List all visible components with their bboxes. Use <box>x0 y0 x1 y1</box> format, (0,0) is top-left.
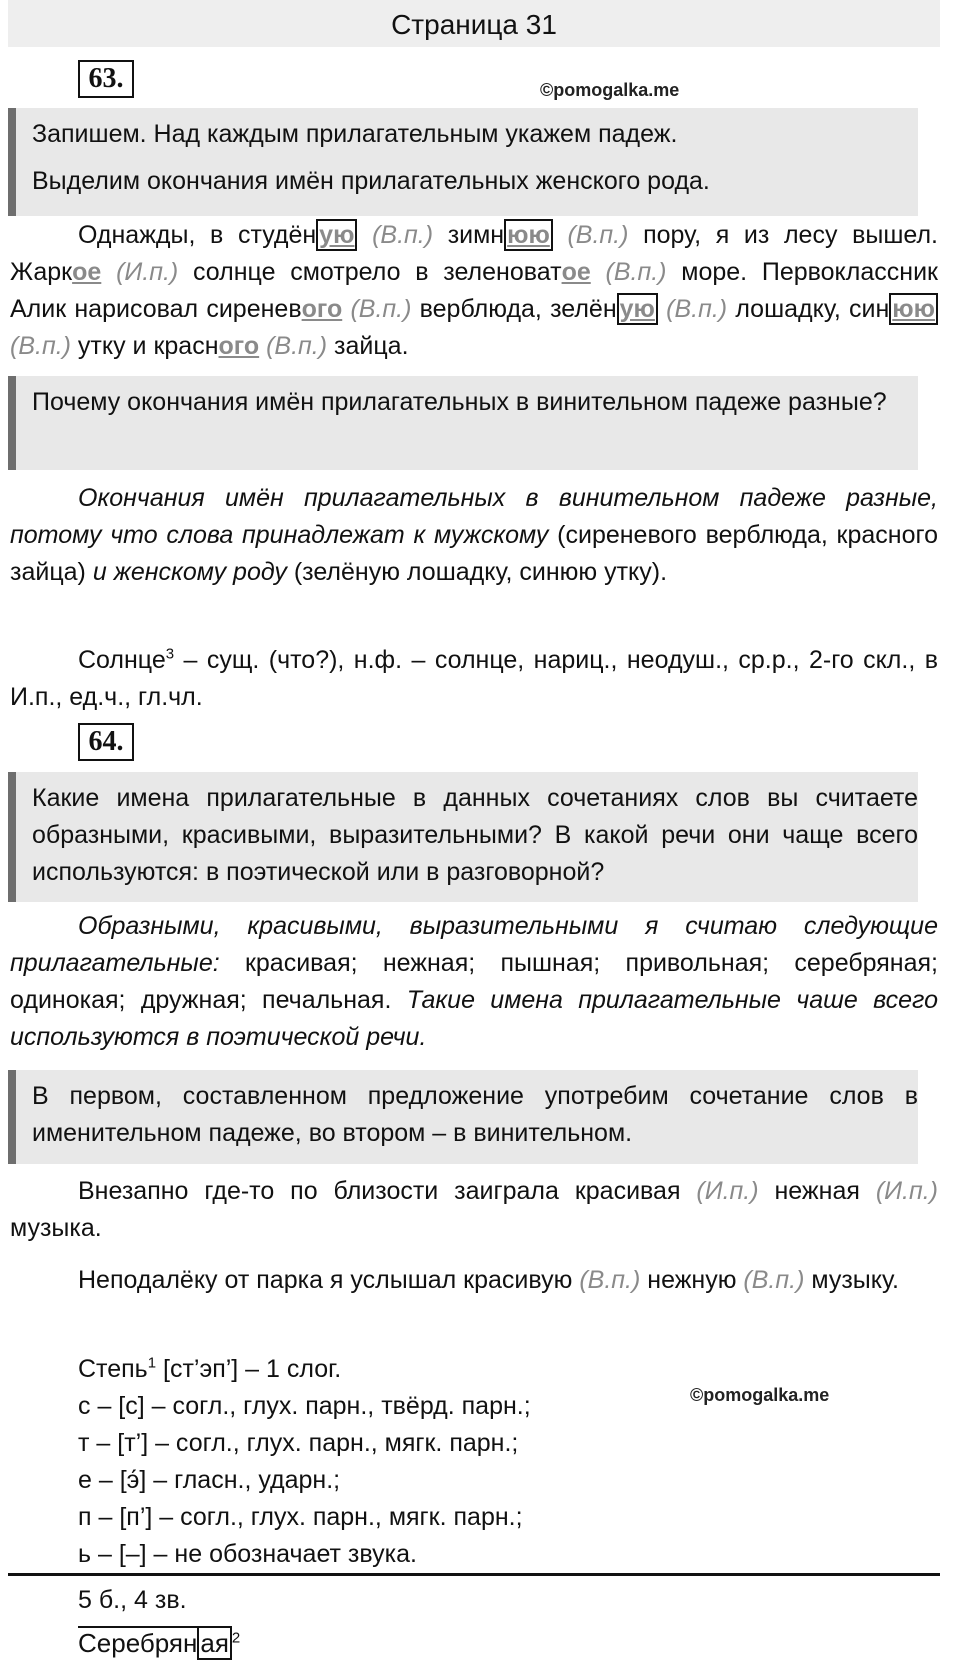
question-box-63 <box>8 376 918 470</box>
ending-highlight: ого <box>301 295 343 323</box>
text-span: Неподалёку от парка я услышал красивую <box>78 1266 580 1294</box>
case-label: (В.п.) <box>372 221 434 249</box>
morpheme-analysis <box>78 1624 240 1662</box>
ending-highlight: ую <box>617 293 658 325</box>
phonetic-total: 5 б., 4 зв. <box>78 1586 187 1614</box>
text-span: солнце смотрело в зеленоват <box>178 258 562 286</box>
case-label: (И.п.) <box>696 1177 759 1205</box>
sentence-2 <box>10 1262 938 1299</box>
answer-plain: красивая; нежная; пышная; привольная; серебряная; одинокая; дружная; печальная. <box>10 949 938 1014</box>
phonetic-head <box>78 1351 531 1388</box>
phonetic-line: с – [с] – согл., глух. парн., твёрд. парн.; <box>78 1392 531 1420</box>
case-label: (В.п.) <box>579 1266 641 1294</box>
text-span: музыку. <box>804 1266 899 1294</box>
text-span: Внезапно где-то по близости заиграла красивая <box>78 1177 697 1205</box>
parse-word: Солнце <box>78 646 166 674</box>
text-span: пору, я из лесу вышел. Жарк <box>10 221 938 286</box>
text-span: зимн <box>433 221 505 249</box>
parse-text: – сущ. (что?), н.ф. – солнце, нариц., неодуш., ср.р., 2-го скл., в И.п., ед.ч., гл.чл. <box>10 646 938 711</box>
divider <box>8 1573 940 1576</box>
question-text: Почему окончания имён прилагательных в винительном падеже разные? <box>32 388 887 416</box>
phonetic-line: т – [т’] – согл., глух. парн., мягк. парн.; <box>78 1429 519 1457</box>
morph-sup: 2 <box>231 1629 241 1647</box>
ending-highlight: ую <box>316 219 357 251</box>
text-span: утку и красн <box>70 332 219 360</box>
text-span: музыка. <box>10 1214 102 1242</box>
text-span: море. Первоклассник Алик нарисовал сиренев <box>10 258 938 323</box>
page-title: Страница 31 <box>8 0 940 47</box>
ending-highlight: ое <box>561 258 591 286</box>
phonetic-line: п – [п’] – согл., глух. парн., мягк. парн.; <box>78 1503 523 1531</box>
case-label: (В.п.) <box>605 258 667 286</box>
task-text: В первом, составленном предложение употребим сочетание слов в именительном падеже, во втором – в винительном. <box>32 1082 918 1147</box>
task-line: Выделим окончания имён прилагательных женского рода. <box>32 167 710 195</box>
task-text: Какие имена прилагательные в данных сочетаниях слов вы считаете образными, красивыми, выразительными? В какой речи они чаще всего используются: в поэтической или в разговорной? <box>32 784 918 886</box>
answer-italic: Такие имена прилагательные чаше всего используются в поэтической речи. <box>10 986 938 1051</box>
word-ending: ая <box>197 1626 232 1660</box>
text-span: нежную <box>640 1266 744 1294</box>
text-span: верблюда, зелён <box>411 295 617 323</box>
text-span: лошадку, син <box>727 295 890 323</box>
watermark: ©pomogalka.me <box>690 1385 830 1405</box>
ending-highlight: ое <box>72 258 102 286</box>
task-box-64b <box>8 1070 918 1164</box>
parse-sup: 3 <box>165 645 175 663</box>
ending-highlight: юю <box>504 219 553 251</box>
ending-highlight: юю <box>889 293 938 325</box>
phonetic-word: Степь <box>78 1355 148 1383</box>
answer-plain: (зелёную лошадку, синюю утку). <box>286 558 668 586</box>
case-label: (В.п.) <box>743 1266 805 1294</box>
phonetic-analysis <box>78 1351 531 1573</box>
word-stem: Серебрян <box>78 1628 198 1658</box>
text-span: зайца. <box>327 332 409 360</box>
case-label: (И.п.) <box>875 1177 938 1205</box>
word-parse-63 <box>10 642 938 716</box>
sentence-1 <box>10 1173 938 1247</box>
ending-highlight: ого <box>218 332 260 360</box>
phonetic-line: е – [э́] – гласн., ударн.; <box>78 1466 341 1494</box>
case-label: (В.п.) <box>567 221 629 249</box>
phonetic-transcription: [ст’эп’] – 1 слог. <box>156 1355 342 1383</box>
watermark: ©pomogalka.me <box>540 80 680 100</box>
phonetic-sup: 1 <box>147 1354 157 1372</box>
answer-63 <box>10 480 938 591</box>
answer-italic: и женскому роду <box>92 558 287 586</box>
text-span: нежная <box>758 1177 876 1205</box>
text-span: Однажды, в студён <box>78 221 317 249</box>
answer-italic: Образными, красивыми, выразительными я считаю следующие прилагательные: <box>10 912 938 977</box>
exercise-number-63: 63. <box>78 60 134 98</box>
answer-italic: Окончания имён прилагательных в винительном падеже разные, потому что слова принадлежат к мужскому <box>10 484 938 549</box>
case-label: (В.п.) <box>10 332 71 360</box>
task-line: Запишем. Над каждым прилагательным укажем падеж. <box>32 120 678 148</box>
exercise-number-64: 64. <box>78 723 134 761</box>
answer-64 <box>10 908 938 1056</box>
case-label: (В.п.) <box>350 295 412 323</box>
case-label: (В.п.) <box>666 295 728 323</box>
case-label: (В.п.) <box>266 332 328 360</box>
exercise-text-63 <box>10 217 938 365</box>
answer-plain: (сиреневого верблюда, красного зайца) <box>10 521 938 586</box>
task-box-64 <box>8 772 918 902</box>
phonetic-line: ь – [–] – не обозначает звука. <box>78 1540 417 1568</box>
task-box-63 <box>8 108 918 216</box>
case-label: (И.п.) <box>116 258 179 286</box>
